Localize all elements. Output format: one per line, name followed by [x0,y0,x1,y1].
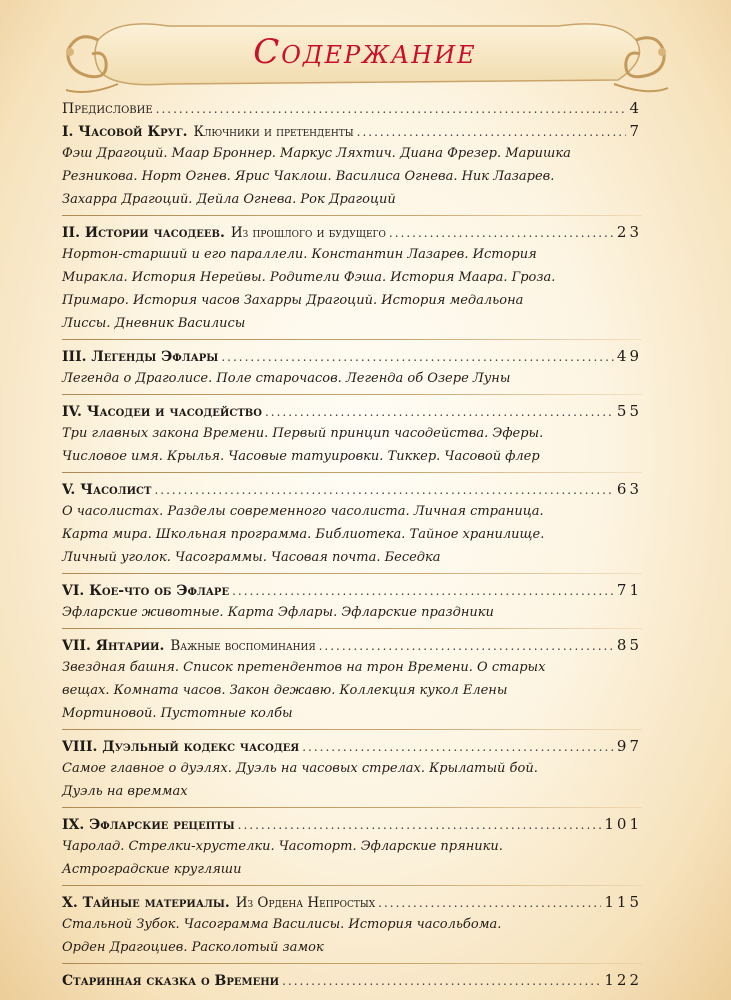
leader-dots [156,99,627,119]
toc-page-number: 97 [616,737,642,755]
description-line: Дуэль на времмах [62,784,188,799]
toc-entry-description [62,500,642,569]
description-line: Орден Драгоциев. Расколотый замок [62,940,324,955]
toc-entry-title: VIII. Дуэльный кодекс часодея [62,739,300,755]
toc-entry-subtitle: Из прошлого и будущего [230,225,386,241]
toc-entry[interactable] [62,892,642,913]
description-line: Самое главное о дуэлях. Дуэль на часовых стрелах. Крылатый бой. [62,761,538,776]
toc-page-number: 49 [616,347,642,365]
leader-dots [319,636,614,656]
toc-entry[interactable] [62,121,642,142]
description-line: Фэш Драгоций. Маар Броннер. Маркус Ляхтич. Диана Фрезер. Маришка [62,146,571,161]
toc-entry-title: I. Часовой Круг. [62,124,188,140]
toc-page-number: 23 [616,223,642,241]
toc-entry[interactable] [62,401,642,422]
toc-entry[interactable] [62,635,642,656]
leader-dots [154,480,613,500]
divider [62,394,642,395]
description-line: Чаролад. Стрелки-хрустелки. Часоторт. Эфларские пряники. [62,839,503,854]
divider [62,472,642,473]
toc-entry-title: III. Легенды Эфлары [62,349,219,365]
description-line: Мортиновой. Пустотные колбы [62,706,293,721]
description-line: Нортон-старший и его параллели. Константин Лазарев. История [62,247,537,262]
leader-dots [238,815,602,835]
toc-page-number: 115 [604,893,642,911]
toc-entry-description [62,422,642,468]
leader-dots [221,347,614,367]
toc-page-number: 85 [616,636,642,654]
toc-entry[interactable] [62,346,642,367]
toc-entry-title: VII. Янтарии. [62,638,165,654]
description-line: Примаро. История часов Захарры Драгоций. История медальона [62,293,524,308]
leader-dots [265,402,614,422]
toc-entry-subtitle: Ключники и претенденты [193,124,354,140]
toc-entry-description [62,601,642,624]
toc-entry[interactable] [62,970,642,991]
toc-entry-description [62,243,642,335]
divider [62,807,642,808]
leader-dots [302,737,614,757]
description-line: Карта мира. Школьная программа. Библиотека. Тайное хранилище. [62,527,545,542]
toc-page-number: 101 [604,815,642,833]
toc-page-number: 71 [616,581,642,599]
leader-dots [282,971,601,991]
divider [62,628,642,629]
toc-entry-description [62,757,642,803]
leader-dots [389,223,614,243]
description-line: Числовое имя. Крылья. Часовые татуировки. Тиккер. Часовой флер [62,449,540,464]
toc-entry-description [62,142,642,211]
toc-entry-title: II. Истории часодеев. [62,225,225,241]
divider [62,339,642,340]
divider [62,963,642,964]
toc-entry-description [62,913,642,959]
description-line: вещах. Комната часов. Закон дежавю. Коллекция кукол Елены [62,683,508,698]
description-line: Резникова. Норт Огнев. Ярис Чаклош. Василиса Огнева. Ник Лазарев. [62,169,555,184]
toc-entry-description [62,367,642,390]
toc-entry[interactable] [62,580,642,601]
toc-entry[interactable] [62,98,642,119]
toc-page-number: 4 [629,99,642,117]
description-line: Астроградские кругляши [62,862,242,877]
description-line: Легенда о Драголисе. Поле старочасов. Легенда об Озере Луны [62,371,511,386]
toc-page-number: 7 [629,122,642,140]
toc-page-number: 63 [616,480,642,498]
toc-page-number: 122 [604,971,642,989]
divider [62,729,642,730]
description-line: Эфларские животные. Карта Эфлары. Эфларские праздники [62,605,494,620]
description-line: Миракла. История Нерейвы. Родители Фэша. История Маара. Гроза. [62,270,556,285]
toc-entry[interactable] [62,222,642,243]
description-line: Звездная башня. Список претендентов на трон Времени. О старых [62,660,546,675]
toc-entry[interactable] [62,814,642,835]
toc-entry-description [62,656,642,725]
divider [62,215,642,216]
description-line: Личный уголок. Часограммы. Часовая почта. Беседка [62,550,441,565]
toc-entry-title: Предисловие [62,101,153,117]
title-banner [58,10,672,102]
toc-entry-title: IX. Эфларские рецепты [62,817,235,833]
description-line: Три главных закона Времени. Первый принцип часодейства. Эферы. [62,426,544,441]
description-line: Стальной Зубок. Часограмма Василисы. История часольбома. [62,917,502,932]
toc-entry-subtitle: Из Ордена Непростых [235,895,376,911]
toc-entry-title: V. Часолист [62,482,152,498]
page-title: Содержание [253,32,477,72]
toc-entry-title: X. Тайные материалы. [62,895,230,911]
divider [62,885,642,886]
toc-entry-description [62,835,642,881]
toc-page-number: 55 [616,402,642,420]
description-line: О часолистах. Разделы современного часолиста. Личная страница. [62,504,544,519]
leader-dots [378,893,601,913]
toc-entry[interactable] [62,479,642,500]
description-line: Захарра Драгоций. Дейла Огнева. Рок Драгоций [62,192,396,207]
leader-dots [357,122,627,142]
divider [62,573,642,574]
toc-entry-title: IV. Часодеи и часодейство [62,404,262,420]
toc-entry[interactable] [62,736,642,757]
table-of-contents [62,96,642,991]
toc-entry-subtitle: Важные воспоминания [170,638,316,654]
leader-dots [232,581,614,601]
toc-entry-title: Старинная сказка о Времени [62,973,280,989]
description-line: Лиссы. Дневник Василисы [62,316,246,331]
toc-entry-title: VI. Кое-что об Эфларе [62,583,230,599]
